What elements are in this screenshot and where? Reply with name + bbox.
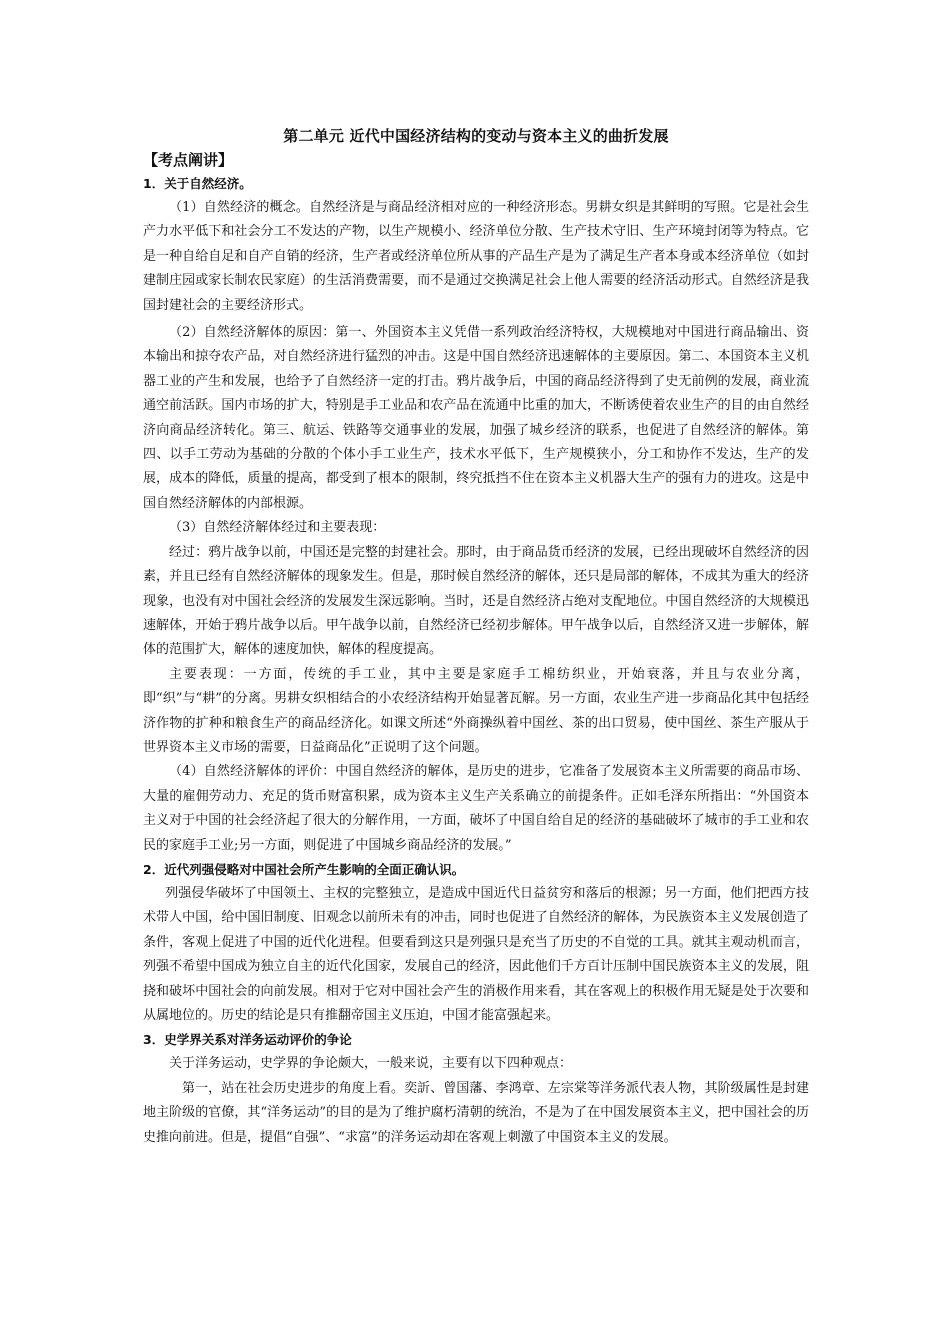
- document-title: 第二单元 近代中国经济结构的变动与资本主义的曲折发展: [283, 127, 669, 145]
- paragraph: 列强侵华破坏了中国领土、主权的完整独立，是造成中国近代日益贫穷和落后的根源；另一方面，他们把西方技术带人中国，给中国旧制度、旧观念以前所未有的冲击，同时也促进了自然经济的解体，为民族资本主义发展创造了条件，客观上促进了中国的近代化进程。但要看到这只是列强只是充当了历史的不自觉的工具。就其主观动机而言，列强不希望中国成为独立自主的近代化国家，发展自己的经济，因此他们千方百计压制中国民族资本主义的发展，阻挠和破坏中国社会的向前发展。相对于它对中国社会产生的消极作用来看，其在客观上的积极作用无疑是处于次要和从属地位的。历史的结论是只有推翻帝国主义压迫，中国才能富强起来。: [143, 885, 809, 1023]
- document-page: [143, 124, 809, 1150]
- section-heading-2: 2．近代列强侵略对中国社会所产生影响的全面正确认识。: [143, 861, 465, 877]
- paragraph: 经过：鸦片战争以前，中国还是完整的封建社会。那时，由于商品货币经济的发展，已经出现破坏自然经济的因素，并且已经有自然经济解体的现象发生。但是，那时候自然经济的解体，还只是局部的解体，不成其为重大的经济现象，也没有对中国社会经济的发展发生深远影响。当时，还是自然经济占绝对支配地位。中国自然经济的大规模迅速解体，开始于鸦片战争以后。甲午战争以前，自然经济已经初步解体。甲午战争以后，自然经济又进一步解体，解体的范围扩大，解体的速度加快，解体的程度提高。: [143, 544, 809, 658]
- paragraph: 关于洋务运动，史学界的争论颇大，一般来说，主要有以下四种观点：: [169, 1056, 573, 1072]
- section-heading-3: 3．史学界关系对洋务运动评价的争论: [143, 1032, 352, 1048]
- paragraph: 主要表现：一方面，传统的手工业，其中主要是家庭手工棉纺织业，开始衰落，并且与农业分离， 即“织”与“耕”的分离。男耕女织相结合的小农经济结构开始显著瓦解。另一方面，农业生产进一步商品化其中包括经济作物的扩种和粮食生产的商品经济化。如课文所述“外商操纵着中国丝、茶的出口贸易，使中国丝、茶生产服从于世界资本主义市场的需要，日益商品化”正说明了这个问题。: [143, 666, 809, 755]
- section-heading-1: 1．关于自然经济。: [143, 176, 252, 191]
- paragraph: （3）自然经济解体经过和主要表现：: [169, 520, 386, 536]
- paragraph: 第一，站在社会历史进步的角度上看。奕訢、曾国藩、李鸿章、左宗棠等洋务派代表人物，其阶级属性是封建地主阶级的官僚，其“洋务运动”的目的是为了维护腐朽清朝的统治，不是为了在中国发展资本主义，把中国社会的历史推向前进。但是，提倡“自强”、“求富”的洋务运动却在客观上刺激了中国资本主义的发展。: [143, 1080, 809, 1145]
- paragraph: （4）自然经济解体的评价：中国自然经济的解体，是历史的进步，它准备了发展资本主义所需要的商品市场、大量的雇佣劳动力、充足的货币财富积累，成为资本主义生产关系确立的前提条件。正如毛泽东所指出：“外国资本主义对于中国的社会经济起了很大的分解作用，一方面，破坏了中国自给自足的经济的基础破坏了城市的手工业和农民的家庭手工业;另一方面，则促进了中国城乡商品经济的发展。”: [143, 764, 809, 853]
- paragraph: （2）自然经济解体的原因：第一、外国资本主义凭借一系列政治经济特权，大规模地对中国进行商品输出、资本输出和掠夺农产品，对自然经济进行猛烈的冲击。这是中国自然经济迅速解体的主要原因。第二、本国资本主义机器工业的产生和发展，也给予了自然经济一定的打击。鸦片战争后，中国的商品经济得到了史无前例的发展，商业流通空前活跃。国内市场的扩大，特别是手工业品和农产品在流通中比重的加大，不断诱使着农业生产的目的由自然经济向商品经济转化。第三、航运、铁路等交通事业的发展，加强了城乡经济的联系，也促进了自然经济的解体。第四、以手工劳动为基础的分散的个体小手工业生产，技术水平低下，生产规模狭小，分工和协作不发达，生产的发展，成本的降低，质量的提高，都受到了根本的限制，终究抵挡不住在资本主义机器大生产的强有力的进攻。这是中国自然经济解体的内部根源。: [143, 325, 809, 511]
- section-label: 【考点阐讲】: [143, 151, 234, 169]
- paragraph: （1）自然经济的概念。自然经济是与商品经济相对应的一种经济形态。男耕女织是其鲜明的写照。它是社会生产力水平低下和社会分工不发达的产物，以生产规模小、经济单位分散、生产技术守旧、生产环境封闭等为特点。它是一种自给自足和自产自销的经济，生产者或经济单位所从事的产品生产是为了满足生产者本身或本经济单位（如封建制庄园或家长制农民家庭）的生活消费需要，而不是通过交换满足社会上他人需要的经济活动形式。自然经济是我国封建社会的主要经济形式。: [143, 200, 809, 313]
